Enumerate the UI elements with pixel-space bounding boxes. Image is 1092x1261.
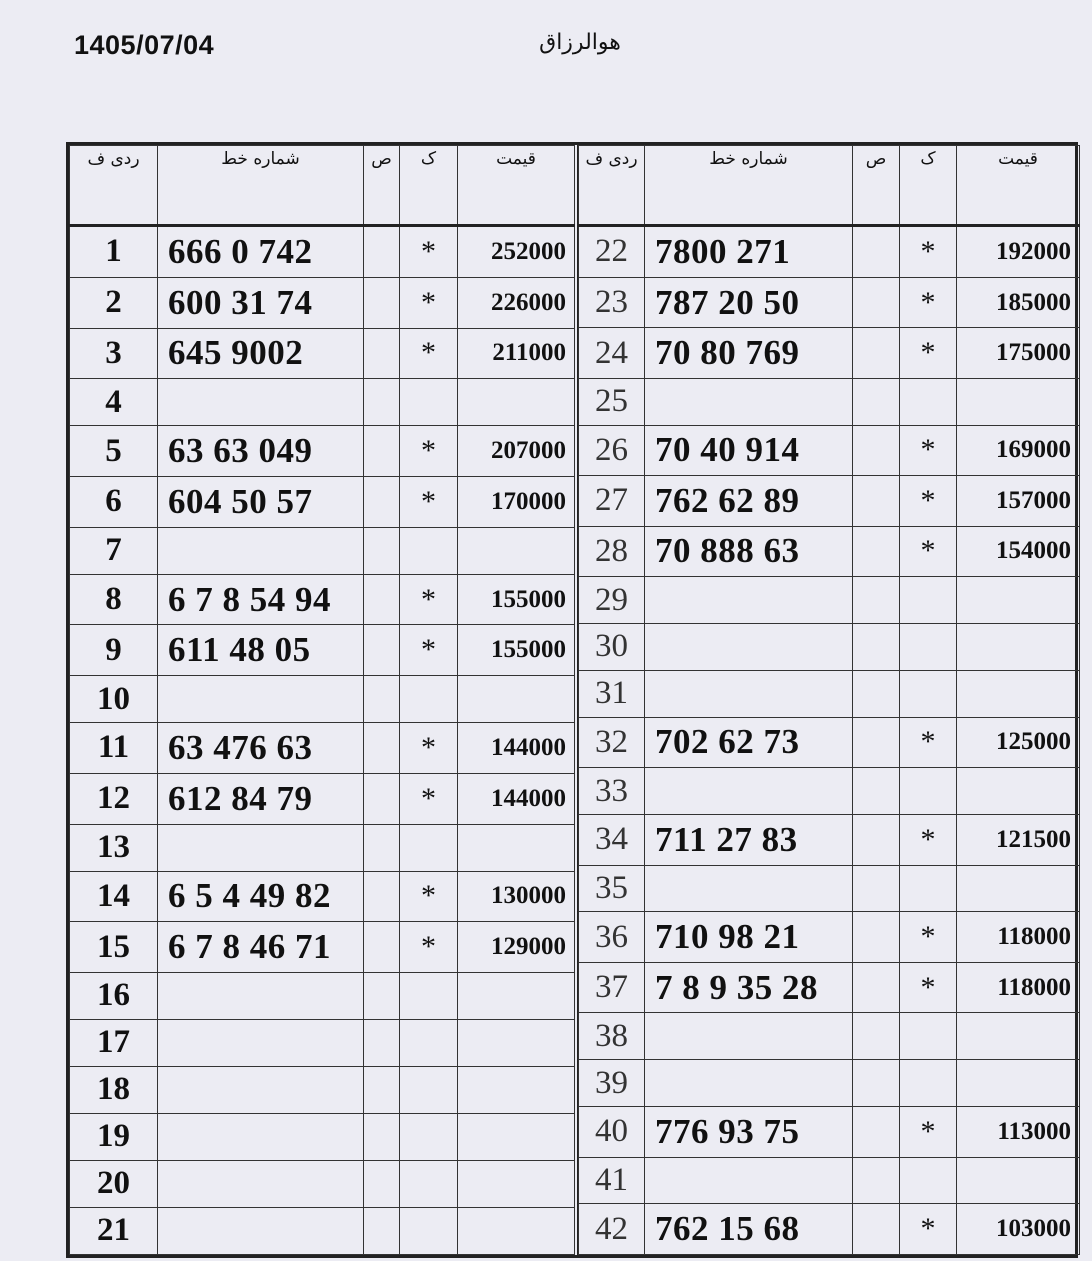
k-mark-cell: * [900,962,957,1013]
table-row [579,378,1080,425]
table-row [70,226,575,278]
k-mark-cell [900,768,957,815]
line-number-cell: 6 7 8 46 71 [158,922,364,973]
line-number-cell: 604 50 57 [158,477,364,528]
line-number-cell: 611 48 05 [158,625,364,676]
price-cell: 118000 [957,912,1080,963]
s-mark-cell [364,676,400,723]
s-mark-cell [853,328,900,379]
k-mark-cell: * [900,1204,957,1255]
row-number-cell: 32 [579,717,645,768]
price-cell: 175000 [957,328,1080,379]
right-header-row [579,146,1080,226]
line-number-cell: 7800 271 [645,226,853,278]
col-header-s: ص [853,146,900,226]
k-mark-cell [900,865,957,912]
k-mark-cell [400,1066,458,1113]
row-number-cell: 19 [70,1113,158,1160]
table-row [579,1060,1080,1107]
s-mark-cell [853,1157,900,1204]
row-number-cell: 4 [70,379,158,426]
line-number-cell [645,768,853,815]
table-row [579,623,1080,670]
line-number-cell: 645 9002 [158,328,364,379]
s-mark-cell [364,328,400,379]
line-number-cell [645,378,853,425]
row-number-cell: 37 [579,962,645,1013]
price-cell [458,972,575,1019]
line-number-cell: 70 888 63 [645,526,853,577]
price-cell: 113000 [957,1107,1080,1158]
s-mark-cell [853,912,900,963]
table-row [579,912,1080,963]
row-number-cell: 14 [70,871,158,922]
k-mark-cell: * [900,1107,957,1158]
price-list-sheet [66,142,1078,1258]
table-row [70,1066,575,1113]
price-cell: 129000 [458,922,575,973]
line-number-cell [158,1207,364,1254]
price-cell: 130000 [458,871,575,922]
k-mark-cell [900,1157,957,1204]
k-mark-cell: * [400,226,458,278]
line-number-cell [645,1060,853,1107]
table-row [70,723,575,774]
k-mark-cell: * [400,426,458,477]
s-mark-cell [364,277,400,328]
row-number-cell: 11 [70,723,158,774]
s-mark-cell [853,577,900,624]
s-mark-cell [364,226,400,278]
k-mark-cell [400,972,458,1019]
s-mark-cell [853,1060,900,1107]
s-mark-cell [853,226,900,278]
price-cell: 170000 [458,477,575,528]
row-number-cell: 38 [579,1013,645,1060]
price-cell [458,379,575,426]
s-mark-cell [364,922,400,973]
table-row [70,328,575,379]
k-mark-cell: * [400,574,458,625]
row-number-cell: 9 [70,625,158,676]
k-mark-cell: * [900,526,957,577]
price-cell: 155000 [458,625,575,676]
row-number-cell: 3 [70,328,158,379]
table-row [70,922,575,973]
k-mark-cell [900,378,957,425]
s-mark-cell [364,723,400,774]
row-number-cell: 21 [70,1207,158,1254]
k-mark-cell: * [400,723,458,774]
s-mark-cell [853,814,900,865]
s-mark-cell [853,768,900,815]
table-row [70,773,575,824]
s-mark-cell [364,972,400,1019]
s-mark-cell [364,1019,400,1066]
right-table-section [578,145,1079,1255]
table-row [70,972,575,1019]
line-number-cell [645,623,853,670]
table-row [70,277,575,328]
line-number-cell: 711 27 83 [645,814,853,865]
s-mark-cell [364,1113,400,1160]
table-row [70,676,575,723]
table-row [579,328,1080,379]
s-mark-cell [853,378,900,425]
row-number-cell: 15 [70,922,158,973]
table-row [579,814,1080,865]
line-number-cell [158,824,364,871]
table-row [579,865,1080,912]
line-number-cell [158,527,364,574]
row-number-cell: 42 [579,1204,645,1255]
s-mark-cell [853,1204,900,1255]
left-table [69,145,575,1255]
row-number-cell: 5 [70,426,158,477]
table-row [579,577,1080,624]
row-number-cell: 23 [579,277,645,328]
k-mark-cell: * [400,328,458,379]
s-mark-cell [364,824,400,871]
row-number-cell: 16 [70,972,158,1019]
line-number-cell [645,1157,853,1204]
k-mark-cell: * [400,922,458,973]
line-number-cell: 702 62 73 [645,717,853,768]
table-row [70,871,575,922]
price-cell [458,824,575,871]
col-header-line-number: شماره خط [645,146,853,226]
s-mark-cell [364,1207,400,1254]
row-number-cell: 13 [70,824,158,871]
right-table [578,145,1080,1255]
line-number-cell: 762 15 68 [645,1204,853,1255]
s-mark-cell [853,1013,900,1060]
row-number-cell: 25 [579,378,645,425]
table-row [70,426,575,477]
k-mark-cell: * [400,477,458,528]
row-number-cell: 2 [70,277,158,328]
k-mark-cell [400,824,458,871]
k-mark-cell: * [400,871,458,922]
price-cell: 252000 [458,226,575,278]
s-mark-cell [364,871,400,922]
price-cell [458,1207,575,1254]
price-cell: 185000 [957,277,1080,328]
table-row [579,526,1080,577]
k-mark-cell: * [900,226,957,278]
row-number-cell: 33 [579,768,645,815]
table-row [579,717,1080,768]
k-mark-cell [900,670,957,717]
row-number-cell: 10 [70,676,158,723]
price-cell [458,1019,575,1066]
table-row [70,574,575,625]
k-mark-cell: * [900,814,957,865]
line-number-cell [158,1113,364,1160]
left-table-section [69,145,578,1255]
table-row [70,1019,575,1066]
line-number-cell [158,379,364,426]
line-number-cell: 762 62 89 [645,476,853,527]
line-number-cell [158,1019,364,1066]
price-cell [957,378,1080,425]
price-cell: 118000 [957,962,1080,1013]
col-header-row-number: ردی ف [70,146,158,226]
s-mark-cell [853,526,900,577]
price-cell: 121500 [957,814,1080,865]
table-row [70,527,575,574]
table-row [579,226,1080,278]
s-mark-cell [364,426,400,477]
s-mark-cell [853,865,900,912]
price-cell: 144000 [458,773,575,824]
row-number-cell: 8 [70,574,158,625]
k-mark-cell [900,623,957,670]
price-cell [458,1113,575,1160]
line-number-cell: 710 98 21 [645,912,853,963]
row-number-cell: 35 [579,865,645,912]
left-header-row [70,146,575,226]
table-row [579,1157,1080,1204]
table-row [70,1160,575,1207]
s-mark-cell [853,425,900,476]
k-mark-cell: * [400,625,458,676]
table-row [579,670,1080,717]
k-mark-cell: * [900,277,957,328]
table-row [70,379,575,426]
row-number-cell: 7 [70,527,158,574]
k-mark-cell [400,1019,458,1066]
table-row [70,1113,575,1160]
price-cell [458,1066,575,1113]
s-mark-cell [853,277,900,328]
table-row [579,962,1080,1013]
price-cell [957,623,1080,670]
price-cell [957,577,1080,624]
row-number-cell: 12 [70,773,158,824]
k-mark-cell [400,527,458,574]
line-number-cell: 600 31 74 [158,277,364,328]
line-number-cell: 63 476 63 [158,723,364,774]
row-number-cell: 18 [70,1066,158,1113]
price-cell: 144000 [458,723,575,774]
line-number-cell: 666 0 742 [158,226,364,278]
row-number-cell: 30 [579,623,645,670]
line-number-cell [158,1160,364,1207]
line-number-cell: 7 8 9 35 28 [645,962,853,1013]
k-mark-cell [400,379,458,426]
line-number-cell [645,670,853,717]
table-row [579,768,1080,815]
document-date: 1405/07/04 [74,30,215,60]
k-mark-cell [900,1013,957,1060]
k-mark-cell: * [900,912,957,963]
price-cell [957,768,1080,815]
col-header-row-number: ردی ف [579,146,645,226]
price-cell [957,1157,1080,1204]
table-row [579,277,1080,328]
price-cell: 192000 [957,226,1080,278]
s-mark-cell [364,477,400,528]
s-mark-cell [853,962,900,1013]
price-cell [458,676,575,723]
table-row [579,476,1080,527]
price-cell: 157000 [957,476,1080,527]
line-number-cell: 787 20 50 [645,277,853,328]
table-row [70,625,575,676]
k-mark-cell: * [400,773,458,824]
row-number-cell: 6 [70,477,158,528]
row-number-cell: 36 [579,912,645,963]
row-number-cell: 28 [579,526,645,577]
table-row [579,1013,1080,1060]
k-mark-cell [400,1207,458,1254]
price-cell [957,1013,1080,1060]
k-mark-cell [400,1113,458,1160]
line-number-cell: 6 5 4 49 82 [158,871,364,922]
k-mark-cell: * [900,476,957,527]
row-number-cell: 24 [579,328,645,379]
row-number-cell: 26 [579,425,645,476]
s-mark-cell [364,773,400,824]
price-cell: 103000 [957,1204,1080,1255]
table-row [579,1204,1080,1255]
k-mark-cell [400,676,458,723]
document-heading: هوالرزاق [539,30,621,55]
row-number-cell: 34 [579,814,645,865]
table-row [70,477,575,528]
k-mark-cell: * [400,277,458,328]
s-mark-cell [853,1107,900,1158]
line-number-cell: 63 63 049 [158,426,364,477]
price-cell [957,670,1080,717]
table-row [70,1207,575,1254]
price-cell: 169000 [957,425,1080,476]
s-mark-cell [364,1160,400,1207]
row-number-cell: 1 [70,226,158,278]
row-number-cell: 41 [579,1157,645,1204]
row-number-cell: 17 [70,1019,158,1066]
price-cell [458,527,575,574]
line-number-cell [645,1013,853,1060]
price-cell: 226000 [458,277,575,328]
line-number-cell: 70 80 769 [645,328,853,379]
table-row [579,1107,1080,1158]
line-number-cell: 6 7 8 54 94 [158,574,364,625]
row-number-cell: 20 [70,1160,158,1207]
k-mark-cell [900,1060,957,1107]
price-cell: 211000 [458,328,575,379]
price-cell: 155000 [458,574,575,625]
price-cell [957,1060,1080,1107]
s-mark-cell [853,476,900,527]
row-number-cell: 29 [579,577,645,624]
s-mark-cell [364,1066,400,1113]
row-number-cell: 39 [579,1060,645,1107]
col-header-price: قیمت [957,146,1080,226]
line-number-cell: 70 40 914 [645,425,853,476]
col-header-k: ک [400,146,458,226]
s-mark-cell [364,574,400,625]
line-number-cell: 776 93 75 [645,1107,853,1158]
s-mark-cell [853,717,900,768]
row-number-cell: 40 [579,1107,645,1158]
s-mark-cell [364,527,400,574]
k-mark-cell [900,577,957,624]
table-row [579,425,1080,476]
col-header-s: ص [364,146,400,226]
s-mark-cell [364,625,400,676]
col-header-price: قیمت [458,146,575,226]
price-cell [957,865,1080,912]
col-header-k: ک [900,146,957,226]
line-number-cell [158,676,364,723]
s-mark-cell [853,623,900,670]
col-header-line-number: شماره خط [158,146,364,226]
k-mark-cell: * [900,328,957,379]
s-mark-cell [853,670,900,717]
line-number-cell: 612 84 79 [158,773,364,824]
price-cell: 125000 [957,717,1080,768]
row-number-cell: 27 [579,476,645,527]
line-number-cell [645,865,853,912]
row-number-cell: 31 [579,670,645,717]
k-mark-cell [400,1160,458,1207]
line-number-cell [645,577,853,624]
line-number-cell [158,1066,364,1113]
k-mark-cell: * [900,717,957,768]
price-cell: 207000 [458,426,575,477]
s-mark-cell [364,379,400,426]
row-number-cell: 22 [579,226,645,278]
table-row [70,824,575,871]
price-cell [458,1160,575,1207]
price-cell: 154000 [957,526,1080,577]
line-number-cell [158,972,364,1019]
k-mark-cell: * [900,425,957,476]
